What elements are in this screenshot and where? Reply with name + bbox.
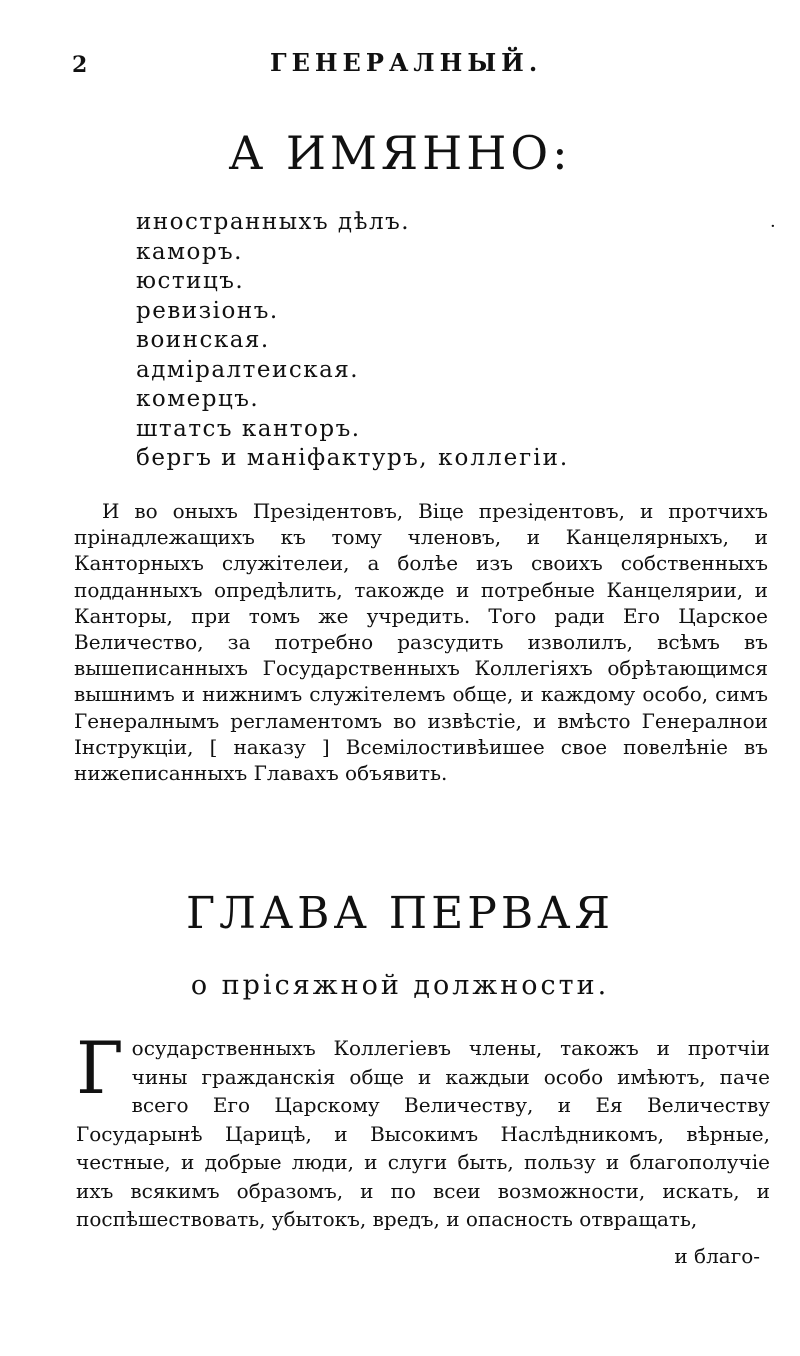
drop-cap: Г: [76, 1026, 124, 1110]
chapter-subtitle: о прісяжной должности.: [190, 970, 610, 1001]
college-item: каморъ.: [136, 238, 243, 265]
college-item-text: бергъ и маніфактуръ,: [136, 445, 429, 471]
catchword: и благо-: [674, 1244, 760, 1268]
college-item: адміралтеиская.: [136, 356, 360, 383]
page-number: 2: [72, 52, 88, 78]
section-title: А ИМЯННО:: [228, 126, 572, 180]
chapter-title: ГЛАВА ПЕРВАЯ: [185, 888, 615, 939]
chapter-body: [76, 1026, 770, 1234]
college-item-last: [136, 444, 569, 474]
colleges-suffix: коллегіи.: [438, 445, 570, 471]
college-item: комерцъ.: [136, 386, 260, 412]
college-item: воинская.: [136, 327, 270, 353]
chapter-body-text: осударственныхъ Коллегіевъ члены, такожъ и протчіи чины гражданскія обще и каждыи особо имѣютъ, паче всего Его Царскому Величеству, и Ея Величеству Государынѣ Царицѣ, и Высокимъ Наслѣдникомъ, вѣрные, честные, и добрые люди, и слуги быть, пользу и благополучіе ихъ всякимъ образомъ, и по всеи возможности, искать, и поспѣшествовать, убытокъ, вредъ, и опасность отвращать,: [76, 1036, 770, 1231]
college-item: ревизіонъ.: [136, 297, 279, 324]
college-item: юстицъ.: [136, 268, 245, 294]
stray-mark: ·: [770, 216, 776, 237]
college-list: [136, 208, 569, 474]
running-head: ГЕНЕРАЛНЫЙ.: [270, 48, 543, 77]
college-item: иностранныхъ дѣлъ.: [136, 209, 411, 235]
college-item: штатсъ канторъ.: [136, 415, 361, 442]
intro-paragraph: И во оныхъ Презідентовъ, Віце презідентовъ, и протчихъ прінадлежащихъ къ тому членовъ, и Канцелярныхъ, и Канторныхъ служітелеи, а болѣе изъ своихъ собственныхъ подданныхъ опредѣлить, такожде и потребные Канцелярии, и Канторы, при томъ же учредить. Того ради Его Царское Величество, за потребно разсудить изволилъ, всѣмъ въ вышеписанныхъ Государственныхъ Коллегіяхъ обрѣтающимся вышнимъ и нижнимъ служітелемъ обще, и каждому особо, симъ Генералнымъ регламентомъ во извѣстіе, и вмѣсто Генералнои Інструкціи, [ наказу ] Всемілостивѣишее свое повелѣніе въ нижеписанныхъ Главахъ объявить.: [74, 499, 768, 786]
